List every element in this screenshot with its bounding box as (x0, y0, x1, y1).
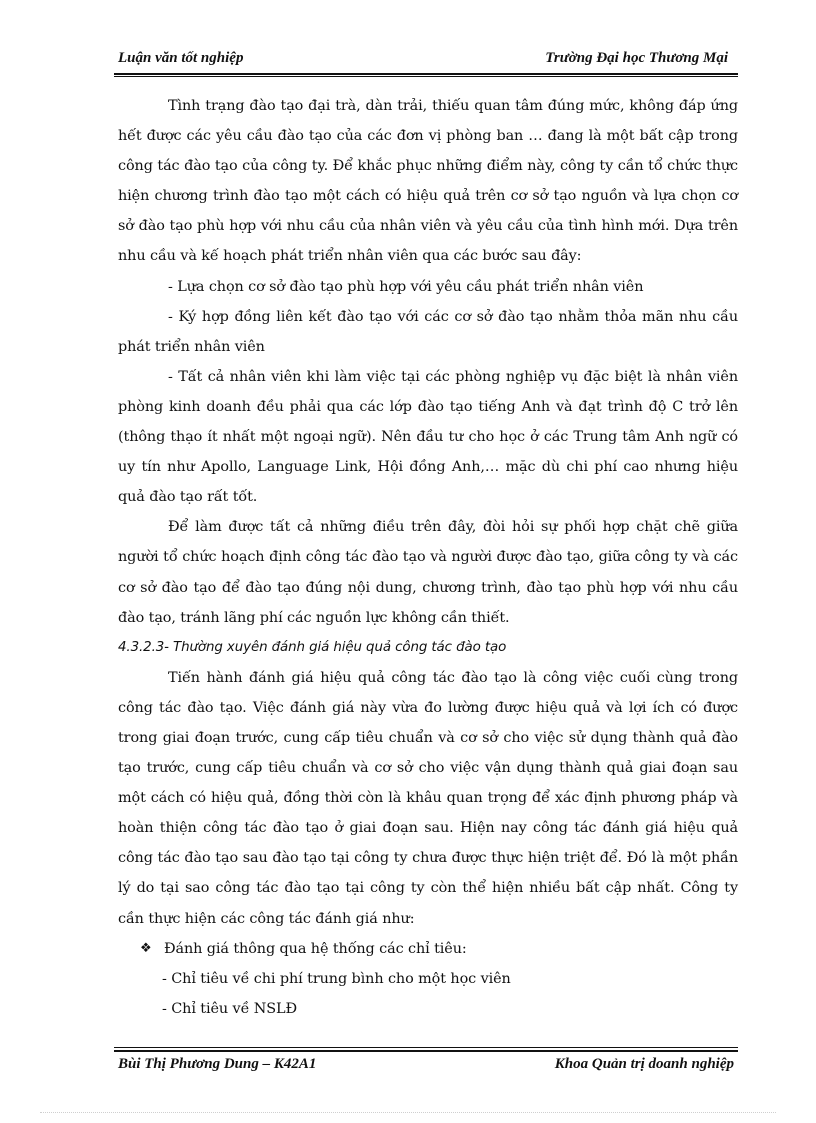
paragraph-evaluation: Tiến hành đánh giá hiệu quả công tác đào tạo là công việc cuối cùng trong công tác đào tạo. Việc đánh giá này vừa đo lường được hiệu quả và lợi ích có được trong giai đoạn trước, cung cấp tiêu chuẩn và cơ sở cho việc sử dụng thành quả đào tạo trước, cung cấp tiêu chuẩn và cơ sở cho việc vận dụng thành quả giai đoạn sau một cách có hiệu quả, đồng thời còn là khâu quan trọng để xác định phương pháp và hoàn thiện công tác đào tạo ở giai đoạn sau. Hiện nay công tác đánh giá hiệu quả công tác đào tạo sau đào tạo tại công ty chưa được thực hiện triệt để. Đó là một phần lý do tại sao công tác đào tạo tại công ty còn thể hiện nhiều bất cập nhất. Công ty cần thực hiện các công tác đánh giá như: (118, 669, 738, 927)
paragraph-training-issue: Tình trạng đào tạo đại trà, dàn trải, thiếu quan tâm đúng mức, không đáp ứng hết được các yêu cầu đào tạo của các đơn vị phòng ban … đang là một bất cập trong công tác đào tạo của công ty. Để khắc phục những điểm này, công ty cần tổ chức thực hiện chương trình đào tạo một cách có hiệu quả trên cơ sở tạo nguồn và lựa chọn cơ sở đào tạo phù hợp với nhu cầu của nhân viên và yêu cầu của tình hình mới. Dựa trên nhu cầu và kế hoạch phát triển nhân viên qua các bước sau đây: (118, 98, 738, 265)
footer-faculty-label: Khoa Quản trị doanh nghiệp (554, 1056, 734, 1072)
footer-author-label: Bùi Thị Phương Dung – K42A1 (118, 1056, 317, 1072)
header-thesis-label: Luận văn tốt nghiệp (118, 50, 244, 66)
list-item-sign-contract: - Ký hợp đồng liên kết đào tạo với các cơ sở đào tạo nhằm thỏa mãn nhu cầu phát triển nhân viên (118, 308, 738, 355)
section-heading: 4.3.2.3- Thường xuyên đánh giá hiệu quả công tác đào tạo (118, 639, 507, 655)
body-text (118, 91, 738, 1024)
header-university-label: Trường Đại học Thương Mại (545, 50, 728, 66)
diamond-bullet-icon: ❖ (140, 940, 152, 956)
footer-rule-thick (114, 1050, 738, 1052)
bullet-evaluation-criteria (118, 934, 738, 964)
paragraph-coordination: Để làm được tất cả những điều trên đây, đòi hỏi sự phối hợp chặt chẽ giữa người tổ chức hoạch định công tác đào tạo và người được đào tạo, giữa công ty và các cơ sở đào tạo để đào tạo đúng nội dung, chương trình, đào tạo phù hợp với nhu cầu đào tạo, tránh lãng phí các nguồn lực không cần thiết. (118, 519, 738, 626)
bullet-text: Đánh giá thông qua hệ thống các chỉ tiêu: (164, 940, 467, 957)
list-item-productivity: - Chỉ tiêu về NSLĐ (162, 1000, 298, 1017)
header-rule-thick (114, 73, 738, 75)
list-item-english-training: - Tất cả nhân viên khi làm việc tại các phòng nghiệp vụ đặc biệt là nhân viên phòng kinh doanh đều phải qua các lớp đào tạo tiếng Anh và đạt trình độ C trở lên (thông thạo ít nhất một ngoại ngữ). Nên đầu tư cho học ở các Trung tâm Anh ngữ có uy tín như Apollo, Language Link, Hội đồng Anh,… mặc dù chi phí cao nhưng hiệu quả đào tạo rất tốt. (118, 368, 738, 506)
page-bottom-divider (40, 1112, 776, 1114)
list-item-choose-facility: - Lựa chọn cơ sở đào tạo phù hợp với yêu cầu phát triển nhân viên (168, 278, 644, 295)
footer-rule-thin (114, 1047, 738, 1048)
page-footer (114, 1056, 738, 1080)
list-item-cost-per-student: - Chỉ tiêu về chi phí trung bình cho một học viên (162, 970, 511, 987)
page-header (114, 48, 738, 72)
header-rule-thin (114, 76, 738, 77)
